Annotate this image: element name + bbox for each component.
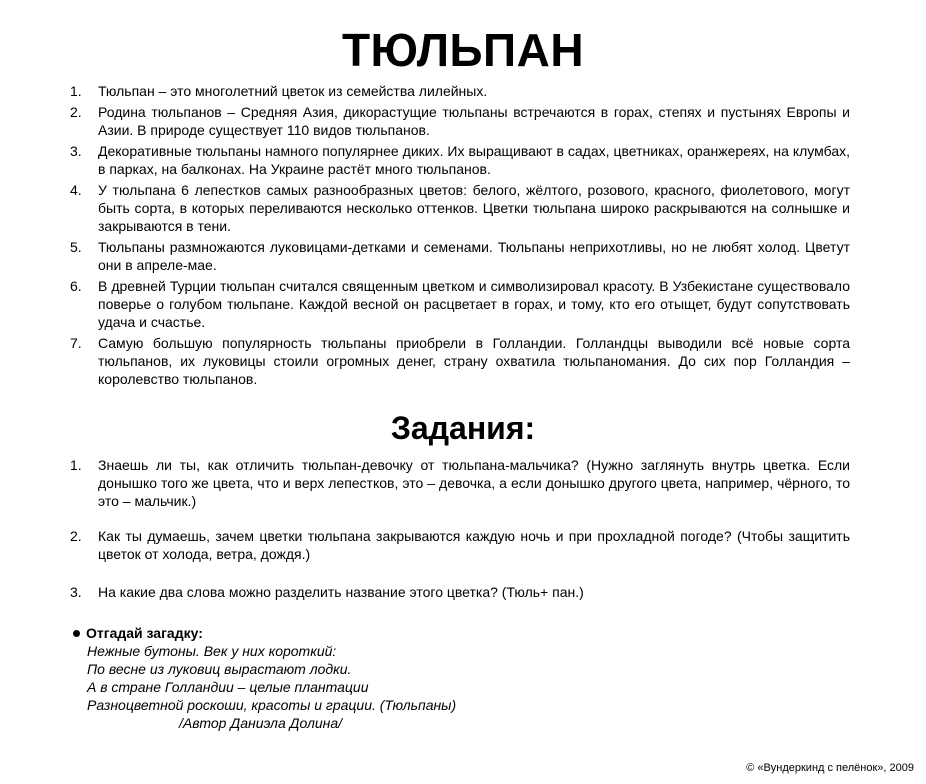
page-title: ТЮЛЬПАН xyxy=(341,24,585,76)
poem-line: Разноцветной роскоши, красоты и грации. (Тюльпаны) xyxy=(87,697,457,713)
task-item xyxy=(70,583,850,601)
fact-text: Декоративные тюльпаны намного популярнее диких. Их выращивают в садах, цветниках, оранжереях, на клумбах, в парках, на балконах. На Украине растёт много тюльпанов. xyxy=(98,143,850,177)
riddle-poem xyxy=(87,642,673,732)
fact-item xyxy=(70,334,850,388)
riddle-heading: Отгадай загадку: xyxy=(86,625,203,641)
fact-text: Самую большую популярность тюльпаны приобрели в Голландии. Голландцы выводили всё новые сорта тюльпанов, их луковицы стоили огромных денег, страну охватила тюльпаномания. До сих пор Голландия – королевство тюльпанов. xyxy=(98,335,850,387)
facts-list xyxy=(70,82,850,391)
fact-text: У тюльпана 6 лепестков самых разнообразных цветов: белого, жёлтого, розового, красного, фиолетового, могут быть сорта, в которых переливаются несколько оттенков. Цветки тюльпана широко раскрываются на солнышке и закрываются в тени. xyxy=(98,182,850,234)
fact-text: Тюльпан – это многолетний цветок из семейства лилейных. xyxy=(98,83,488,99)
fact-text: Родина тюльпанов – Средняя Азия, дикорастущие тюльпаны встречаются в горах, степях и пустынях Европы и Азии. В природе существует 110 видов тюльпанов. xyxy=(98,104,850,138)
poem-line: А в стране Голландии – целые плантации xyxy=(87,679,369,695)
fact-number: 4. xyxy=(70,182,82,198)
fact-number: 2. xyxy=(70,104,82,120)
fact-item xyxy=(70,103,850,139)
poem-author: /Автор Даниэла Долина/ xyxy=(179,715,343,731)
fact-number: 1. xyxy=(70,83,82,99)
copyright-notice: © «Вундеркинд с пелёнок», 2009 xyxy=(746,762,914,774)
tasks-list xyxy=(70,456,850,618)
task-item xyxy=(70,456,850,510)
task-text: На какие два слова можно разделить название этого цветка? (Тюль+ пан.) xyxy=(98,584,584,600)
poem-line: По весне из луковиц вырастают лодки. xyxy=(87,661,352,677)
riddle-block xyxy=(73,624,673,732)
task-number: 2. xyxy=(70,528,82,544)
fact-number: 7. xyxy=(70,335,82,351)
tasks-heading: Задания: xyxy=(390,410,536,446)
fact-item xyxy=(70,142,850,178)
fact-number: 3. xyxy=(70,143,82,159)
fact-number: 5. xyxy=(70,239,82,255)
fact-item xyxy=(70,277,850,331)
fact-item xyxy=(70,181,850,235)
fact-text: В древней Турции тюльпан считался священным цветком и символизировал красоту. В Узбекистане существовало поверье о голубом тюльпане. Каждой весной он расцветает в горах, и тому, кто его отыщет, будут сопутствовать удача и счастье. xyxy=(98,278,850,330)
fact-item xyxy=(70,82,850,100)
bullet-icon xyxy=(73,630,80,637)
riddle-heading-row xyxy=(73,624,673,642)
task-number: 3. xyxy=(70,584,82,600)
task-text: Знаешь ли ты, как отличить тюльпан-девочку от тюльпана-мальчика? (Нужно заглянуть внутрь цветка. Если донышко того же цвета, что и верх лепестков, это – девочка, а если донышко другого цвета, например, чёрного, то это – мальчик.) xyxy=(98,457,850,509)
poem-line: Нежные бутоны. Век у них короткий: xyxy=(87,643,337,659)
task-text: Как ты думаешь, зачем цветки тюльпана закрываются каждую ночь и при прохладной погоде? (Чтобы защитить цветок от холода, ветра, дождя.) xyxy=(98,528,850,562)
fact-text: Тюльпаны размножаются луковицами-детками и семенами. Тюльпаны неприхотливы, но не любят холод. Цветут они в апреле-мае. xyxy=(98,239,850,273)
task-number: 1. xyxy=(70,457,82,473)
fact-item xyxy=(70,238,850,274)
fact-number: 6. xyxy=(70,278,82,294)
task-item xyxy=(70,527,850,563)
